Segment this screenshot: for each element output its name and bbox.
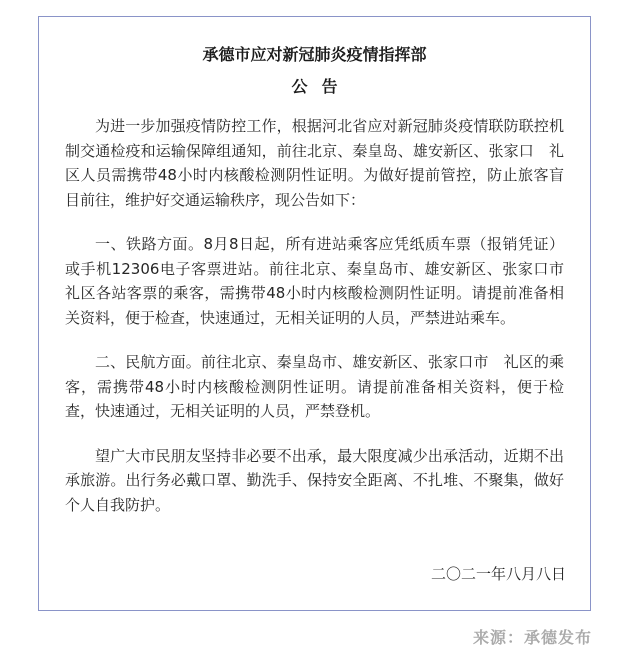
notice-subtitle: 公告 bbox=[291, 77, 352, 96]
appeal-paragraph: 望广大市民朋友坚持非必要不出承，最大限度减少出承活动，近期不出承旅游。出行务必戴口罩、勤洗手、保持安全距离、不扎堆、不聚集，做好个人自我防护。 bbox=[65, 446, 564, 514]
notice-title: 承德市应对新冠肺炎疫情指挥部 bbox=[202, 45, 427, 64]
railway-paragraph: 一、铁路方面。8月8日起，所有进站乘客应凭纸质车票（报销凭证）或手机12306电子客票进站。前往北京、秦皇岛市、雄安新区、张家口市 礼区各站客票的乘客，需携带48小时内核酸检测阴性证明。请提前准备相关资料，便于检查，快速通过，无相关证明的人员，严禁进站乘车。 bbox=[65, 235, 580, 327]
aviation-paragraph: 二、民航方面。前往北京、秦皇岛市、雄安新区、张家口市 礼区的乘客，需携带48小时内核酸检测阴性证明。请提前准备相关资料，便于检查，快速通过，无相关证明的人员，严禁登机。 bbox=[65, 353, 564, 420]
intro-paragraph: 为进一步加强疫情防控工作，根据河北省应对新冠肺炎疫情联防联控机制交通检疫和运输保障组通知，前往北京、秦皇岛、雄安新区、张家口 礼区人员需携带48小时内核酸检测阴性证明。为做好提前管控，防止旅客盲目前往，维护好交通运输秩序，现公告如下： bbox=[65, 117, 564, 209]
notice-document bbox=[38, 16, 591, 611]
source-caption: 来源：承德发布 bbox=[472, 628, 592, 647]
notice-date: 二〇二一年八月八日 bbox=[430, 565, 566, 583]
